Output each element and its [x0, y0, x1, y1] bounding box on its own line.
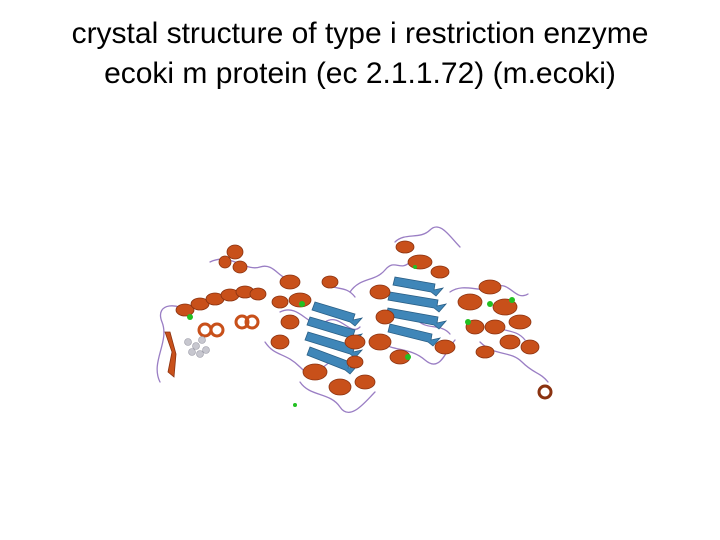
- protein-structure-image: [150, 222, 570, 422]
- slide-title: [0, 14, 720, 94]
- title-line-1: crystal structure of type i restriction enzyme: [71, 17, 649, 50]
- protein-ribbon-illustration: [150, 222, 570, 422]
- title-line-2: ecoki m protein (ec 2.1.1.72) (m.ecoki): [104, 57, 616, 90]
- ion-cluster: [185, 337, 210, 358]
